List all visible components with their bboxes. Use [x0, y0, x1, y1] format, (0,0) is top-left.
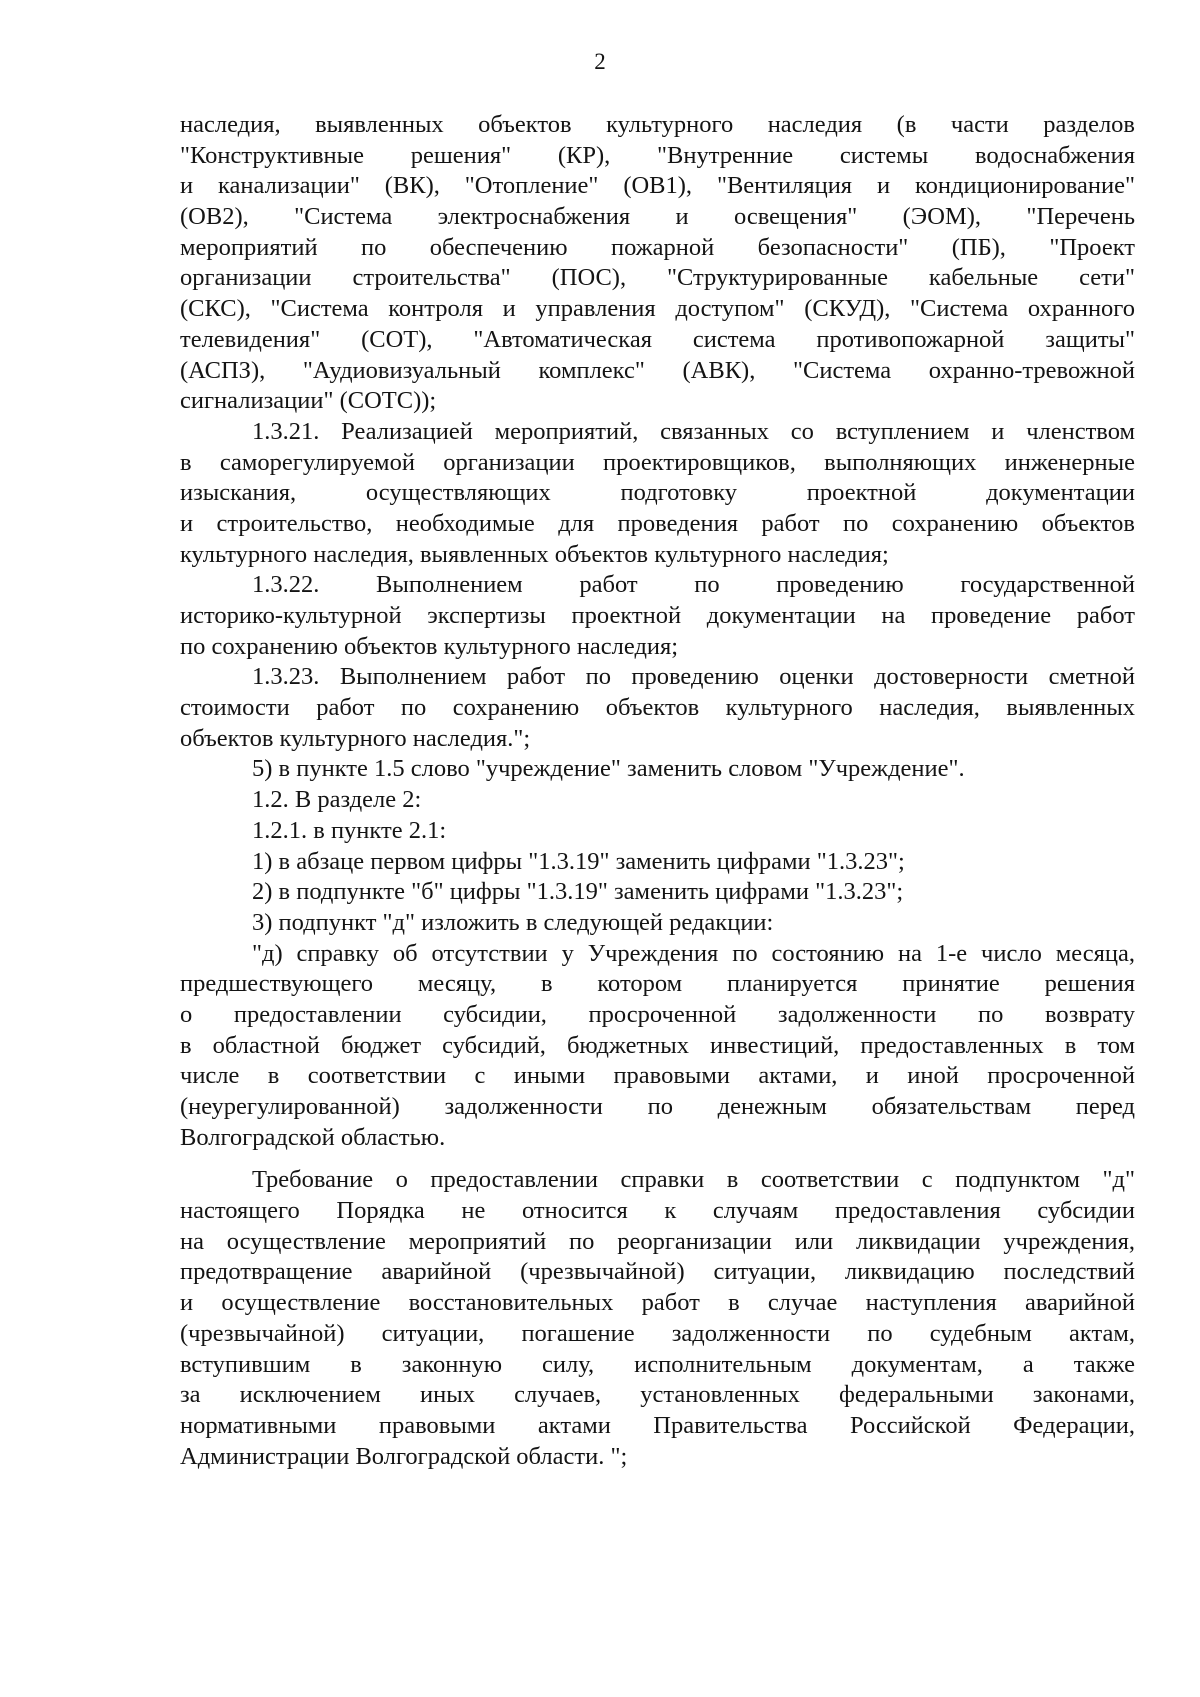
paragraph-item-3 [180, 908, 1135, 939]
paragraph-item-1-2-1 [180, 816, 1135, 847]
paragraph-continuation [180, 110, 1135, 417]
text-line: за исключением иных случаев, установленных федеральными законами, [180, 1381, 1135, 1409]
text-line: "д) справку об отсутствии у Учреждения по состоянию на 1-е число месяца, [252, 939, 1135, 967]
paragraph-item-1-3-22 [180, 570, 1135, 662]
text-line: 1.3.22. Выполнением работ по проведению государственной [252, 571, 1135, 599]
paragraph-gap [180, 1153, 1135, 1165]
text-line: вступившим в законную силу, исполнительным документам, а также [180, 1350, 1135, 1378]
text-line: в областной бюджет субсидий, бюджетных инвестиций, предоставленных в том [180, 1031, 1135, 1059]
text-line: сигнализации" (СОТС)); [180, 387, 437, 415]
paragraph-item-d [180, 939, 1135, 1154]
text-line: культурного наследия, выявленных объектов культурного наследия; [180, 540, 889, 568]
text-line: 1) в абзаце первом цифры "1.3.19" заменить цифрами "1.3.23"; [252, 847, 905, 875]
paragraph-item-2 [180, 877, 1135, 908]
text-line: организации строительства" (ПОС), "Структурированные кабельные сети" [180, 264, 1135, 292]
text-line: предшествующего месяцу, в котором планируется принятие решения [180, 970, 1135, 998]
paragraph-item-1-2 [180, 785, 1135, 816]
text-line: 1.3.23. Выполнением работ по проведению оценки достоверности сметной [252, 663, 1135, 691]
paragraph-item-1 [180, 847, 1135, 878]
text-line: 5) в пункте 1.5 слово "учреждение" заменить словом "Учреждение". [252, 755, 965, 783]
text-line: историко-культурной экспертизы проектной документации на проведение работ [180, 602, 1135, 629]
text-line: изыскания, осуществляющих подготовку проектной документации [180, 479, 1135, 507]
paragraph-item-1-3-23 [180, 662, 1135, 754]
text-line: (СКС), "Система контроля и управления доступом" (СКУД), "Система охранного [180, 295, 1135, 323]
text-line: Волгоградской областью. [180, 1123, 446, 1151]
text-line: о предоставлении субсидии, просроченной задолженности по возврату [180, 1000, 1135, 1028]
text-line: (ОВ2), "Система электроснабжения и освещения" (ЭОМ), "Перечень [180, 203, 1135, 231]
text-line: "Конструктивные решения" (КР), "Внутренние системы водоснабжения [180, 141, 1135, 169]
text-line: настоящего Порядка не относится к случаям предоставления субсидии [180, 1197, 1135, 1225]
text-line: и осуществление восстановительных работ в случае наступления аварийной [180, 1289, 1135, 1317]
paragraph-requirement [180, 1165, 1135, 1472]
text-line: и канализации" (ВК), "Отопление" (ОВ1), "Вентиляция и кондиционирование" [180, 172, 1135, 200]
paragraph-item-1-3-21 [180, 417, 1135, 570]
page-number: 2 [594, 49, 606, 74]
text-line: 2) в подпункте "б" цифры "1.3.19" заменить цифрами "1.3.23"; [252, 878, 904, 906]
text-line: (чрезвычайной) ситуации, погашение задолженности по судебным актам, [180, 1319, 1135, 1347]
text-line: Требование о предоставлении справки в соответствии с подпунктом "д" [252, 1166, 1135, 1194]
text-line: наследия, выявленных объектов культурного наследия (в части разделов [180, 111, 1135, 138]
text-line: мероприятий по обеспечению пожарной безопасности" (ПБ), "Проект [180, 233, 1135, 261]
text-line: нормативными правовыми актами Правительства Российской Федерации, [180, 1411, 1135, 1439]
text-line: 1.2.1. в пункте 2.1: [252, 816, 447, 844]
text-line: числе в соответствии с иными правовыми актами, и иной просроченной [180, 1062, 1135, 1090]
paragraph-item-5 [180, 754, 1135, 785]
text-line: (АСПЗ), "Аудиовизуальный комплекс" (АВК), "Система охранно-тревожной [180, 356, 1135, 384]
text-line: 3) подпункт "д" изложить в следующей редакции: [252, 908, 774, 936]
text-line: 1.2. В разделе 2: [252, 786, 422, 814]
text-line: предотвращение аварийной (чрезвычайной) ситуации, ликвидацию последствий [180, 1258, 1135, 1286]
text-line: и строительство, необходимые для проведения работ по сохранению объектов [180, 509, 1135, 537]
text-line: (неурегулированной) задолженности по денежным обязательствам перед [180, 1093, 1135, 1120]
text-line: на осуществление мероприятий по реорганизации или ликвидации учреждения, [180, 1227, 1135, 1255]
text-line: по сохранению объектов культурного наследия; [180, 632, 679, 660]
text-line: объектов культурного наследия."; [180, 724, 531, 752]
document-body [180, 110, 1135, 1472]
text-line: телевидения" (СОТ), "Автоматическая система противопожарной защиты" [180, 325, 1135, 353]
text-line: стоимости работ по сохранению объектов культурного наследия, выявленных [180, 694, 1135, 722]
text-line: в саморегулируемой организации проектировщиков, выполняющих инженерные [180, 448, 1135, 476]
text-line: Администрации Волгоградской области. "; [180, 1442, 628, 1470]
text-line: 1.3.21. Реализацией мероприятий, связанных со вступлением и членством [252, 417, 1135, 445]
